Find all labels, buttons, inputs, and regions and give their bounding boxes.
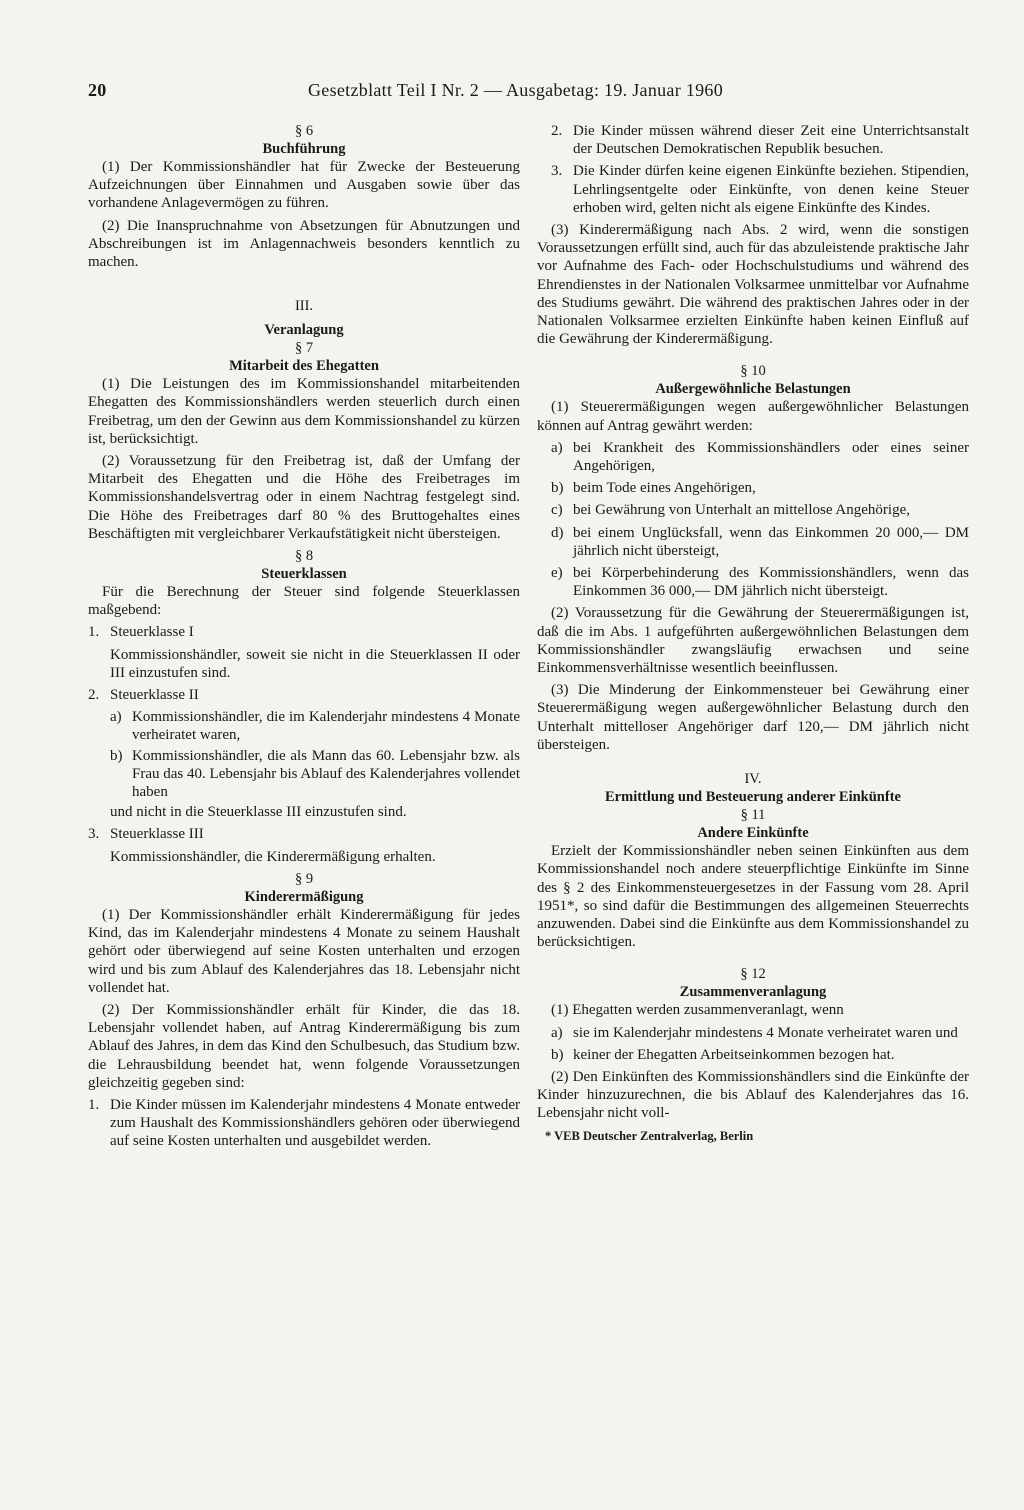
part-3-number: III. [294, 298, 314, 315]
left-column [88, 122, 520, 1155]
section-9-condition-3 [551, 162, 969, 217]
condition-2-label: 2. [551, 123, 563, 139]
section-6-number: § 6 [294, 123, 314, 139]
page-number: 20 [88, 80, 107, 100]
condition-3-text: Die Kinder dürfen keine eigenen Einkünfte beziehen. Stipendien, Lehrlingsentgelte oder Einkünfte, von denen keine Steuer erhoben wird, gelten nicht als eigene Einkünfte des Kindes. [573, 163, 969, 216]
section-12-paragraph-1: (1) Ehegatten werden zusammenveranlagt, wenn [551, 1002, 844, 1019]
joint-a [551, 1024, 969, 1042]
condition-2-text: Die Kinder müssen während dieser Zeit eine Unterrichtsanstalt der Deutschen Demokratischen Republik besuchen. [573, 123, 969, 158]
burden-c-label: c) [551, 502, 563, 519]
tax-class-1-label: 1. [88, 624, 100, 641]
section-10-paragraph-3: (3) Die Minderung der Einkommensteuer bei Gewährung einer Steuerermäßigung wegen außergewöhnlicher Belastung durch den Unterhalt mittelloser Angehöriger darf 120,— DM jährlich nicht übersteigen. [537, 682, 969, 753]
part-4-title: Ermittlung und Besteuerung anderer Einkünfte [605, 789, 901, 806]
section-7-title: Mitarbeit des Ehegatten [229, 358, 379, 375]
tax-class-2-tail: und nicht in die Steuerklasse III einzustufen sind. [110, 804, 407, 821]
burden-b-text: beim Tode eines Angehörigen, [573, 480, 756, 497]
condition-1-text: Die Kinder müssen im Kalenderjahr mindestens 4 Monate entweder zum Haushalt des Kommissionshändlers gehören oder überwiegend auf seine Kosten unterhalten und ausgebildet werden. [110, 1096, 520, 1150]
section-9-paragraph-2: (2) Der Kommissionshändler erhält für Kinder, die das 18. Lebensjahr vollendet haben, auf Antrag Kinderermäßigung bis zum Ablauf des Jahres, in dem das Kind den Schulbesuch, das Studium bzw. die Lehrausbildung beendet hat, wenn folgende Voraussetzungen gleichzeitig gegeben sind: [88, 1001, 520, 1091]
joint-b [551, 1046, 969, 1064]
section-9-condition-1 [88, 1096, 520, 1151]
joint-a-text: sie im Kalenderjahr mindestens 4 Monate verheiratet waren und [573, 1024, 958, 1041]
tax-class-3-heading: Steuerklasse III [110, 826, 204, 843]
section-12-paragraph-2: (2) Den Einkünften des Kommissionshändlers sind die Einkünfte der Kinder hinzuzurechnen, die bis Ablauf des Kalenderjahres das 16. Lebensjahr nicht voll- [537, 1068, 969, 1122]
running-title: Gesetzblatt Teil I Nr. 2 — Ausgabetag: 19. Januar 1960 [308, 80, 724, 100]
right-column [537, 122, 969, 1144]
section-6-paragraph-2: (2) Die Inanspruchnahme von Absetzungen für Abnutzungen und Abschreibungen ist im Anlagennachweis besonders kenntlich zu machen. [88, 217, 520, 271]
tax-class-2-a [110, 708, 520, 744]
tax-class-3 [88, 825, 520, 843]
burden-d [551, 524, 969, 560]
burden-e-label: e) [551, 565, 563, 582]
section-10-title: Außergewöhnliche Belastungen [655, 381, 851, 398]
burden-d-label: d) [551, 524, 564, 541]
burden-d-text: bei einem Unglücksfall, wenn das Einkommen 20 000,— DM jährlich nicht übersteigt, [573, 524, 969, 559]
section-9-paragraph-1: (1) Der Kommissionshändler erhält Kinderermäßigung für jedes Kind, das im Kalenderjahr mindestens 4 Monate zu seinem Haushalt gehört oder überwiegend auf seine Kosten unterhalten und erzogen wird und bis zum Ablauf des Kalenderjahres das 18. Lebensjahr nicht vollendet hat. [88, 906, 520, 996]
section-8-intro: Für die Berechnung der Steuer sind folgende Steuerklassen maßgebend: [88, 584, 520, 619]
part-4-number: IV. [744, 771, 762, 788]
section-12-number: § 12 [740, 966, 766, 983]
burden-a-label: a) [551, 439, 563, 456]
section-12-title: Zusammenveranlagung [679, 984, 827, 1001]
section-9-paragraph-3: (3) Kinderermäßigung nach Abs. 2 wird, wenn die sonstigen Voraussetzungen erfüllt sind, auch für das abzuleistende praktische Jahr vor Aufnahme des Fach- oder Hochschulstudiums und während des Ehrendienstes in der Nationalen Volksarmee unmittelbar vor Aufnahme des Studiums gewährt. Die während des praktischen Jahres oder in der Nationalen Volksarmee erzielten Einkünfte haben keinen Einfluß auf die Gewährung der Kinderermäßigung. [537, 222, 969, 348]
joint-b-label: b) [551, 1046, 564, 1063]
section-7-paragraph-2: (2) Voraussetzung für den Freibetrag ist, daß der Umfang der Mitarbeit des Ehegatten und die Höhe des Freibetrages im Kommissionshandelsvertrag oder in einem Nachtrag festgelegt sind. Die Höhe des Freibetrages darf 80 % des Bruttogehaltes eines Beschäftigten mit vergleichbarer Verkaufstätigkeit nicht übersteigen. [88, 453, 520, 542]
burden-e [551, 564, 969, 600]
burden-e-text: bei Körperbehinderung des Kommissionshändlers, wenn das Einkommen 36 000,— DM jährlich nicht übersteigt. [573, 565, 969, 600]
section-9-title: Kinderermäßigung [244, 888, 364, 905]
tax-class-2-b-label: b) [110, 747, 123, 764]
tax-class-2-a-label: a) [110, 709, 122, 726]
condition-1-label: 1. [88, 1096, 100, 1113]
footnote: * VEB Deutscher Zentralverlag, Berlin [545, 1128, 754, 1143]
tax-class-2-b-text: Kommissionshändler, die als Mann das 60. Lebensjahr bzw. als Frau das 40. Lebensjahr bis Ablauf des Kalenderjahres vollendet haben [132, 747, 520, 801]
tax-class-3-text: Kommissionshändler, die Kinderermäßigung erhalten. [110, 848, 436, 865]
section-11-paragraph-1: Erzielt der Kommissionshändler neben seinen Einkünften aus dem Kommissionshandel noch andere steuerpflichtige Einkünfte im Sinne des § 2 des Einkommensteuergesetzes in der Fassung vom 28. April 1951*, so sind dafür die Bestimmungen des allgemeinen Steuerrechts anzuwenden. Dabei sind die Einkünfte aus dem Kommissionshandel zu berücksichtigen. [537, 843, 969, 951]
tax-class-1 [88, 623, 520, 641]
tax-class-2-a-text: Kommissionshändler, die im Kalenderjahr mindestens 4 Monate verheiratet waren, [132, 709, 520, 744]
section-10-number: § 10 [740, 363, 766, 380]
section-8-number: § 8 [294, 548, 314, 565]
section-9-condition-2 [551, 122, 969, 158]
tax-class-3-label: 3. [88, 826, 100, 843]
burden-c-text: bei Gewährung von Unterhalt an mittellose Angehörige, [573, 502, 910, 519]
burden-b-label: b) [551, 480, 564, 497]
section-10-paragraph-2: (2) Voraussetzung für die Gewährung der Steuerermäßigungen ist, daß die im Abs. 1 aufgeführten außergewöhnlichen Belastungen dem Kommissionshändler zwangsläufig erwachsen und seine Einkommensverhältnisse wesentlich beeinflussen. [537, 605, 969, 677]
burden-a [551, 439, 969, 475]
tax-class-2 [88, 686, 520, 704]
joint-a-label: a) [551, 1024, 563, 1041]
tax-class-2-heading: Steuerklasse II [110, 687, 199, 704]
joint-b-text: keiner der Ehegatten Arbeitseinkommen bezogen hat. [573, 1046, 895, 1063]
burden-c [551, 501, 969, 519]
section-11-title: Andere Einkünfte [697, 825, 809, 842]
tax-class-2-b [110, 747, 520, 802]
burden-b [551, 479, 969, 497]
condition-3-label: 3. [551, 163, 563, 180]
section-7-paragraph-1: (1) Die Leistungen des im Kommissionshandel mitarbeitenden Ehegatten des Kommissionshändlers werden steuerlich durch einen Freibetrag, um den der Gewinn aus dem Kommissionshandel zu kürzen ist, berücksichtigt. [88, 376, 520, 447]
part-3-title: Veranlagung [264, 322, 344, 339]
tax-class-2-label: 2. [88, 687, 100, 704]
section-9-number: § 9 [294, 870, 314, 887]
section-11-number: § 11 [740, 807, 766, 824]
section-10-paragraph-1: (1) Steuerermäßigungen wegen außergewöhnlicher Belastungen können auf Antrag gewährt werden: [537, 399, 969, 434]
burden-a-text: bei Krankheit des Kommissionshändlers oder eines seiner Angehörigen, [573, 439, 969, 475]
tax-class-1-heading: Steuerklasse I [110, 624, 194, 641]
section-6-paragraph-1: (1) Der Kommissionshändler hat für Zwecke der Besteuerung Aufzeichnungen über Einnahmen und Ausgaben sowie über das vorhandene Anlagevermögen zu führen. [88, 159, 520, 212]
section-6-title: Buchführung [262, 141, 346, 157]
tax-class-1-text: Kommissionshändler, soweit sie nicht in die Steuerklassen II oder III einzustufen sind. [110, 646, 520, 681]
section-7-number: § 7 [294, 340, 314, 357]
section-8-title: Steuerklassen [261, 566, 347, 583]
